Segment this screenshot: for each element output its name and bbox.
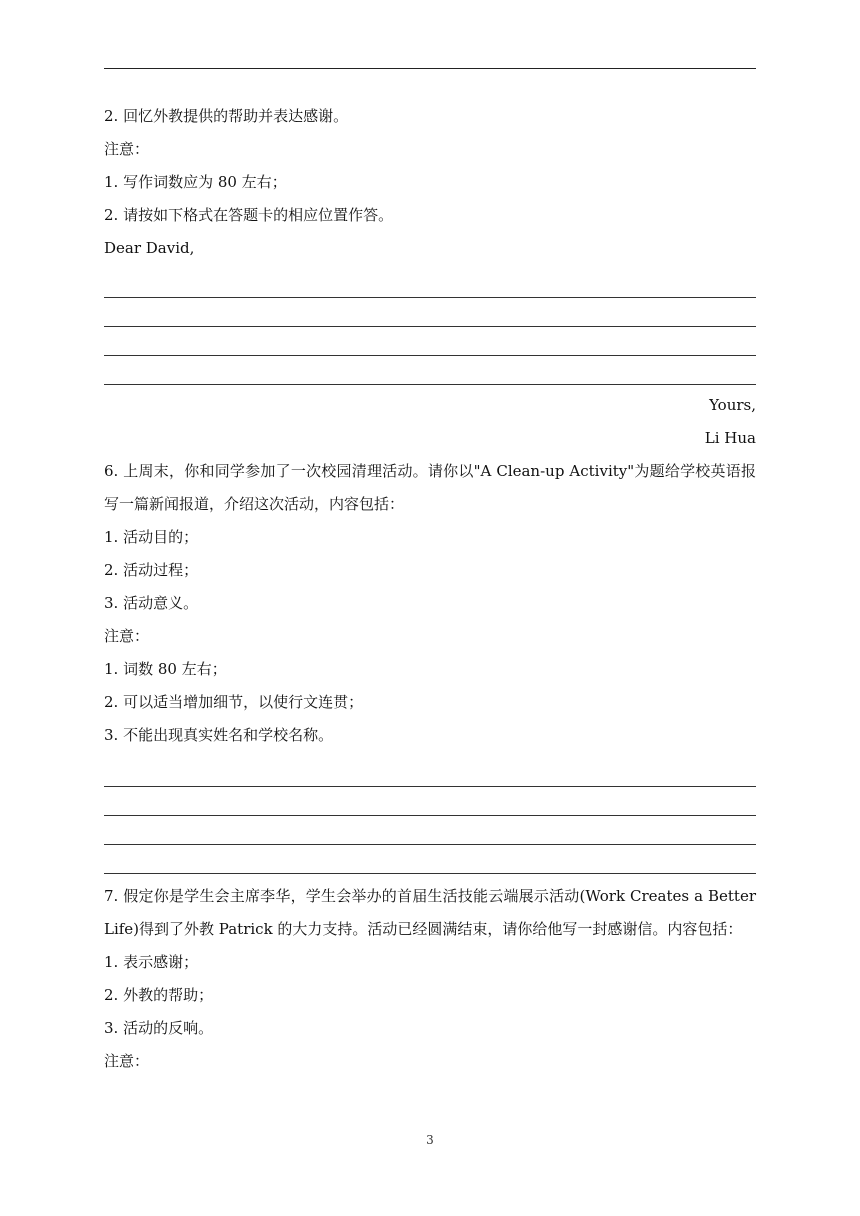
text-line: 2. 回忆外教提供的帮助并表达感谢。 bbox=[104, 107, 349, 125]
letter-signature: Li Hua bbox=[704, 429, 756, 447]
page-number: 3 bbox=[426, 1133, 434, 1147]
answer-lines bbox=[104, 758, 756, 874]
list-item: 3. 活动的反响。 bbox=[104, 1019, 214, 1037]
question-7-prompt: 7. 假定你是学生会主席李华，学生会举办的首届生活技能云端展示活动(Work Creates a Better Life)得到了外教 Patrick 的大力支持。活动已经圆满结束，请你给他写一封感谢信。内容包括： bbox=[104, 887, 756, 938]
page-content bbox=[104, 100, 756, 1078]
answer-line[interactable] bbox=[104, 787, 756, 816]
note-heading: 注意： bbox=[104, 1052, 150, 1070]
list-item: 1. 表示感谢； bbox=[104, 953, 199, 971]
text-line: 注意： bbox=[104, 140, 150, 158]
text-line: 2. 请按如下格式在答题卡的相应位置作答。 bbox=[104, 206, 394, 224]
salutation: Dear David, bbox=[104, 239, 195, 257]
answer-line[interactable] bbox=[104, 269, 756, 298]
answer-line[interactable] bbox=[104, 327, 756, 356]
answer-lines bbox=[104, 269, 756, 385]
answer-line[interactable] bbox=[104, 298, 756, 327]
answer-line[interactable] bbox=[104, 816, 756, 845]
answer-line[interactable] bbox=[104, 356, 756, 385]
letter-closing: Yours, bbox=[709, 396, 756, 414]
header-rule bbox=[104, 68, 756, 69]
list-item: 3. 不能出现真实姓名和学校名称。 bbox=[104, 726, 334, 744]
list-item: 2. 可以适当增加细节，以使行文连贯； bbox=[104, 693, 364, 711]
list-item: 3. 活动意义。 bbox=[104, 594, 199, 612]
list-item: 1. 词数 80 左右； bbox=[104, 660, 227, 678]
question-6-prompt: 6. 上周末，你和同学参加了一次校园清理活动。请你以"A Clean-up Activity"为题给学校英语报写一篇新闻报道，介绍这次活动，内容包括： bbox=[104, 462, 756, 513]
list-item: 2. 活动过程； bbox=[104, 561, 199, 579]
answer-line[interactable] bbox=[104, 758, 756, 787]
answer-line[interactable] bbox=[104, 845, 756, 874]
text-line: 1. 写作词数应为 80 左右； bbox=[104, 173, 287, 191]
note-heading: 注意： bbox=[104, 627, 150, 645]
list-item: 2. 外教的帮助； bbox=[104, 986, 214, 1004]
list-item: 1. 活动目的； bbox=[104, 528, 199, 546]
